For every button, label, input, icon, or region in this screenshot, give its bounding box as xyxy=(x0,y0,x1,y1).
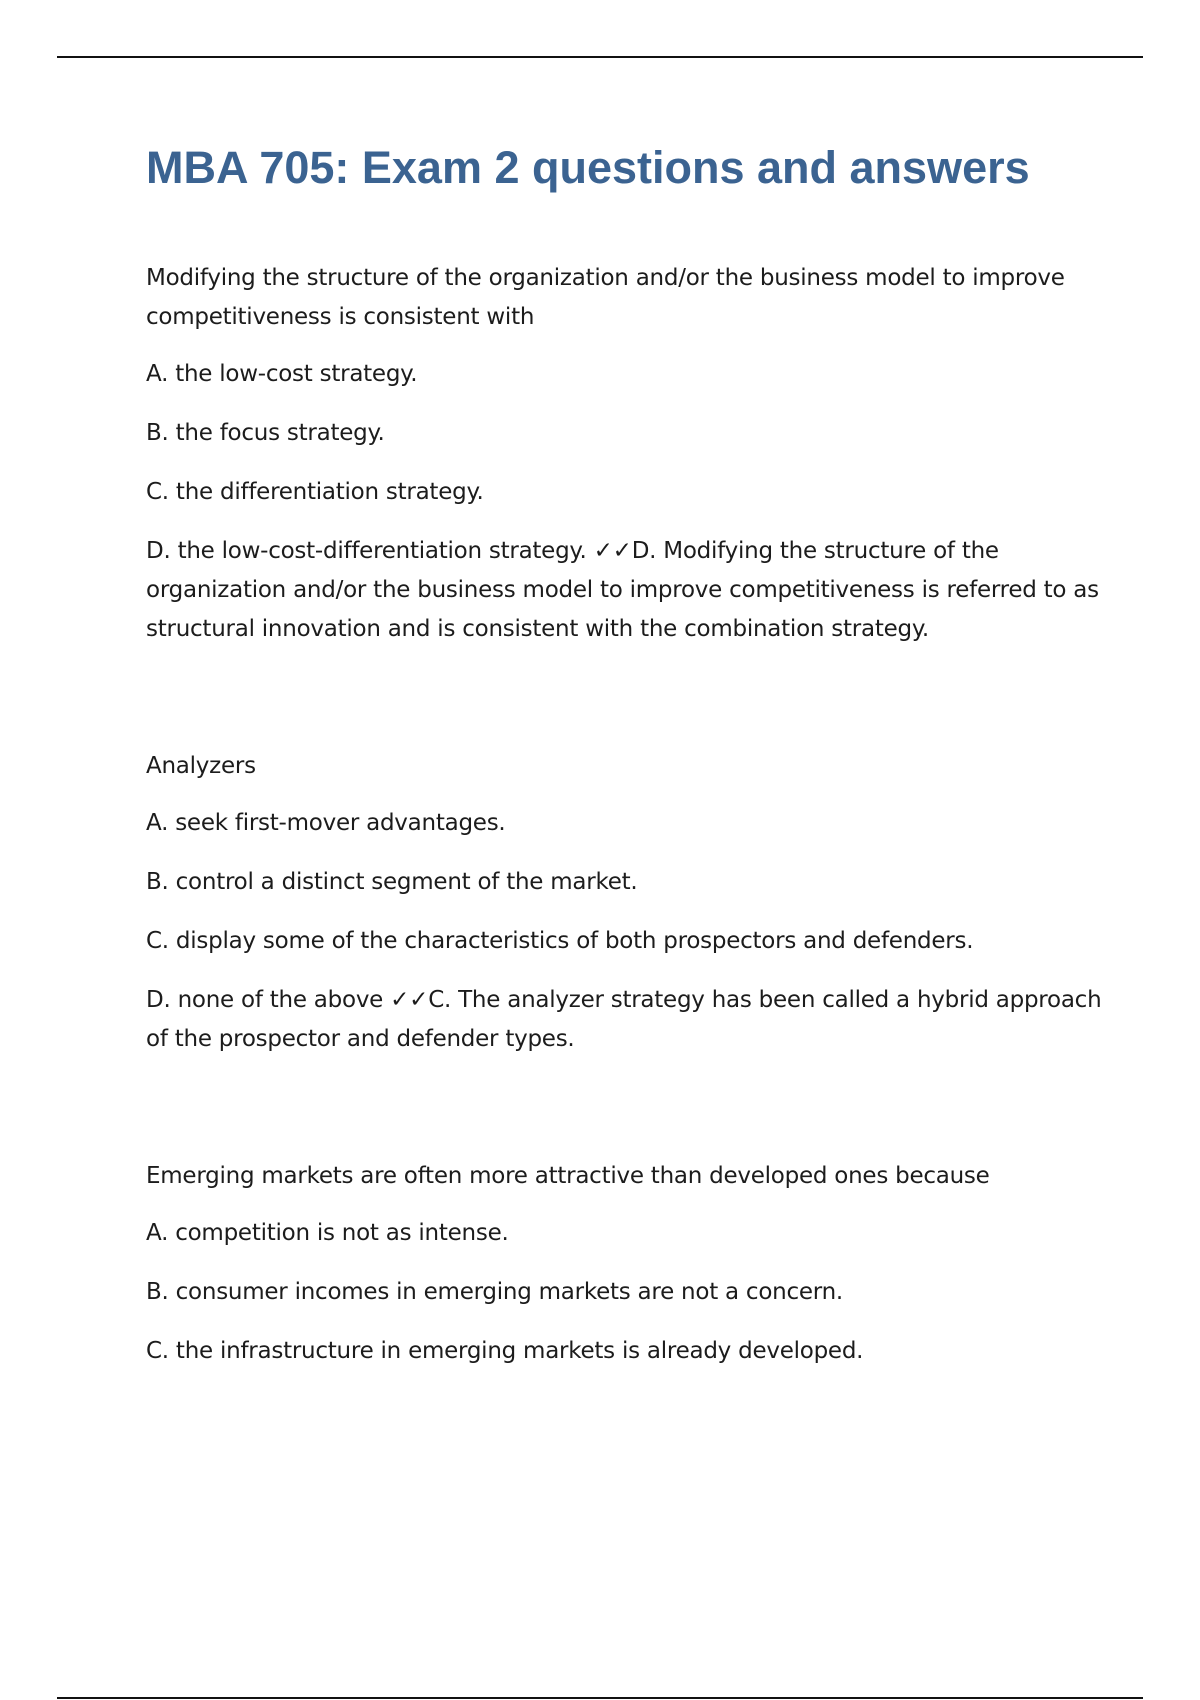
option-a: A. the low-cost strategy. xyxy=(146,361,418,387)
question-item xyxy=(146,1157,1106,1371)
question-item xyxy=(146,259,1106,649)
question-text: Modifying the structure of the organization and/or the business model to improve competitiveness is consistent with xyxy=(146,265,1065,330)
option-d: D. none of the above xyxy=(146,987,384,1013)
check-mark-icon: ✓✓ xyxy=(390,987,429,1013)
question-item xyxy=(146,747,1106,1059)
top-rule xyxy=(57,56,1143,58)
document-title: MBA 705: Exam 2 questions and answers xyxy=(146,142,1030,193)
option-a: A. competition is not as intense. xyxy=(146,1220,509,1246)
option-b: B. consumer incomes in emerging markets are not a concern. xyxy=(146,1279,843,1305)
option-b: B. control a distinct segment of the market. xyxy=(146,869,638,895)
document-body xyxy=(146,140,1106,1371)
option-a: A. seek first-mover advantages. xyxy=(146,810,506,836)
option-d: D. the low-cost-differentiation strategy. xyxy=(146,538,587,564)
answer-explanation: C. The analyzer strategy has been called a hybrid approach of the prospector and defender types. xyxy=(146,987,1102,1052)
option-b: B. the focus strategy. xyxy=(146,420,385,446)
option-d-with-answer xyxy=(146,981,1106,1059)
option-d-with-answer xyxy=(146,532,1106,649)
question-list xyxy=(146,259,1106,1371)
question-text: Analyzers xyxy=(146,753,256,779)
question-text: Emerging markets are often more attractive than developed ones because xyxy=(146,1163,990,1189)
bottom-rule xyxy=(57,1697,1143,1699)
option-c: C. display some of the characteristics of both prospectors and defenders. xyxy=(146,928,974,954)
option-c: C. the infrastructure in emerging markets is already developed. xyxy=(146,1338,864,1364)
check-mark-icon: ✓✓ xyxy=(593,538,632,564)
option-c: C. the differentiation strategy. xyxy=(146,479,484,505)
answer-explanation: D. Modifying the structure of the organization and/or the business model to improve competitiveness is referred to as structural innovation and is consistent with the combination strategy. xyxy=(146,538,1099,642)
